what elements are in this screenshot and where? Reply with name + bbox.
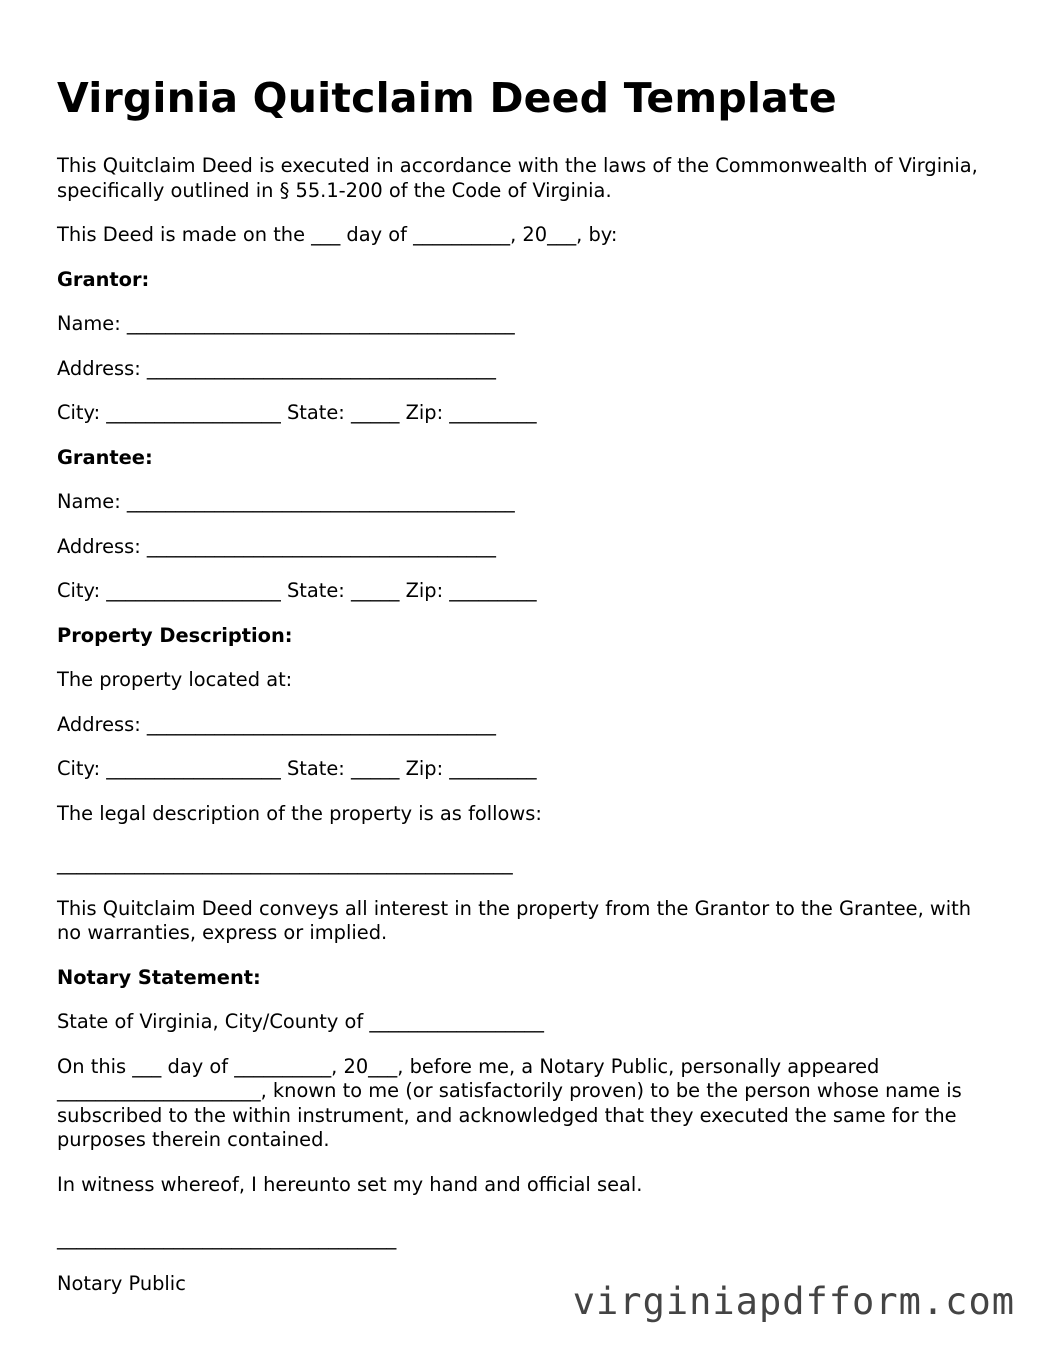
grantee-heading: Grantee: [57, 445, 153, 469]
property-address-field: Address: ____________________________________ [57, 712, 496, 736]
deed-date-line: This Deed is made on the ___ day of __________, 20___, by: [57, 223, 618, 246]
grantee-name-field: Name: ________________________________________ [57, 490, 515, 513]
conveyance-paragraph: This Quitclaim Deed conveys all interest in the property from the Grantor to the Grantee, with no warranties, express or implied. [57, 896, 978, 944]
notary-appearance-paragraph: On this ___ day of __________, 20___, before me, a Notary Public, personally appeared _____________________, known to me (or satisfactorily proven) to be the person whose name is subscribed to the within instrument, and acknowledged that they executed the same for the purposes therein contained. [57, 1054, 968, 1151]
property-heading: Property Description: [57, 623, 293, 647]
notary-heading: Notary Statement: [57, 965, 261, 989]
legal-description-line: _______________________________________________ [57, 852, 513, 875]
grantor-address-field: Address: ____________________________________ [57, 356, 496, 380]
grantor-name-field: Name: ________________________________________ [57, 312, 515, 335]
site-watermark: virginiapdfform.com [572, 1280, 1015, 1323]
grantee-city-state-zip-field: City: __________________ State: _____ Zip: _________ [57, 579, 537, 602]
notary-state-county-field: State of Virginia, City/County of __________________ [57, 1010, 544, 1033]
grantor-city-state-zip-field: City: __________________ State: _____ Zip: _________ [57, 401, 537, 424]
deed-document [57, 70, 987, 1316]
intro-paragraph: This Quitclaim Deed is executed in accordance with the laws of the Commonwealth of Virginia, specifically outlined in § 55.1-200 of the Code of Virginia. [57, 154, 985, 202]
grantee-address-field: Address: ____________________________________ [57, 534, 496, 558]
legal-description-intro: The legal description of the property is as follows: [57, 801, 542, 825]
grantor-heading: Grantor: [57, 267, 150, 291]
notary-signature-line: ___________________________________ [57, 1227, 397, 1250]
notary-signature-label: Notary Public [57, 1271, 186, 1295]
notary-witness-line: In witness whereof, I hereunto set my hand and official seal. [57, 1172, 643, 1196]
property-located-at: The property located at: [57, 668, 293, 691]
document-title: Virginia Quitclaim Deed Template [57, 74, 837, 122]
property-city-state-zip-field: City: __________________ State: _____ Zip: _________ [57, 757, 537, 780]
